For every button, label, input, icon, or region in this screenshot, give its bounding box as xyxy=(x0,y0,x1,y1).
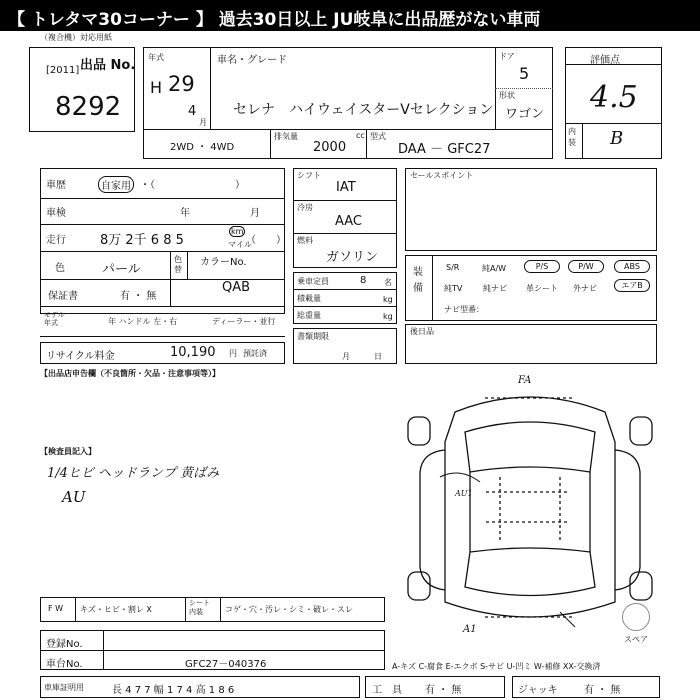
diagram-rear-mark: A1 xyxy=(463,624,477,635)
equip-leather: 革シート xyxy=(526,284,558,293)
model-value: DAA － GFC27 xyxy=(398,142,491,157)
equip-ext-navi: 外ナビ xyxy=(573,284,597,293)
ac-label: 冷房 xyxy=(297,203,313,212)
equip-pw: P/W xyxy=(568,260,604,273)
recycle-value: 10,190 xyxy=(170,345,216,360)
year-era: H xyxy=(150,78,163,97)
weight-unit: kg xyxy=(383,312,393,321)
model-change-label: モデル年式 xyxy=(44,311,65,327)
weight-label: 総重量 xyxy=(297,311,321,320)
color-no-label: カラーNo. xyxy=(200,257,247,268)
equip-sr: S/R xyxy=(446,263,460,272)
doc-period-month: 月 xyxy=(342,352,350,361)
inspector-note-line2: AU xyxy=(62,488,86,506)
diagram-front-mark: FA xyxy=(518,375,532,386)
fuel-value: ガソリン xyxy=(326,250,379,265)
year-label: 年式 xyxy=(148,53,164,62)
damage-code-legend: A-キズ C-腐食 E-エクボ S-サビ U-凹ミ W-補修 XX-交換済 xyxy=(392,662,601,671)
tools-value: 有 ・ 無 xyxy=(425,685,462,696)
shape-value: ワゴン xyxy=(505,107,545,122)
model-label: 型式 xyxy=(370,132,386,141)
color-value: パール xyxy=(102,262,141,277)
car-damage-diagram xyxy=(400,372,660,642)
tools-label: 工 具 xyxy=(372,685,402,696)
history-value: 自家用 xyxy=(98,176,134,193)
interior-label: 内装 xyxy=(568,127,576,147)
diagram-damage-mark: AU1 xyxy=(455,489,473,498)
dealer-label: ディーラー・並行 xyxy=(212,317,276,326)
equip-ps: P/S xyxy=(524,260,560,273)
recycle-note: 預託済 xyxy=(243,349,267,358)
sheet-note: （複合機）対応用紙 xyxy=(40,33,112,42)
seat-codes: コゲ・穴・汚レ・シミ・破レ・スレ xyxy=(225,605,353,614)
inspector-note-line1: 1/4ヒビ ヘッドランプ 黄ばみ xyxy=(47,466,220,481)
handle-label: 年 ハンドル 左・右 xyxy=(108,317,178,326)
score-value: 4.5 xyxy=(590,80,638,115)
lot-number: 8292 xyxy=(55,92,122,122)
capacity-unit: 名 xyxy=(384,278,392,287)
drive-value: 2WD ・ 4WD xyxy=(170,142,235,153)
inspection-year: 年 xyxy=(180,208,190,219)
displacement-unit: cc xyxy=(356,131,365,140)
equip-airbag: エアB xyxy=(614,279,650,292)
color-no-value: QAB xyxy=(222,280,251,295)
history-label: 車歴 xyxy=(46,180,66,191)
shift-value: IAT xyxy=(336,180,356,195)
mileage-paren: （ ） xyxy=(246,235,286,246)
certificate-label: 車庫証明用 xyxy=(44,683,84,692)
fw-label: F W xyxy=(48,604,64,613)
equip-tv: 純TV xyxy=(444,284,463,293)
cert-label: 登録No. xyxy=(46,639,83,650)
doors-value: 5 xyxy=(519,64,530,83)
capacity-value: 8 xyxy=(360,275,367,286)
after-date-box xyxy=(405,324,657,364)
score-label: 評価点 xyxy=(590,55,620,66)
recycle-label: リサイクル料金 xyxy=(46,351,115,362)
load-label: 積載量 xyxy=(297,294,321,303)
doc-period-label: 書類期限 xyxy=(297,332,329,341)
inspection-month: 月 xyxy=(250,208,260,219)
equipment-label: 装備 xyxy=(413,267,423,294)
mileage-unit-km: km xyxy=(231,227,244,236)
warranty-label: 保証書 xyxy=(48,291,78,302)
jack-label: ジャッキ xyxy=(518,685,558,696)
mileage-label: 走行 xyxy=(46,235,66,246)
equip-navi-model: ナビ型番： xyxy=(444,305,484,314)
lot-year-tag: [2011] xyxy=(46,65,80,76)
displacement-label: 排気量 xyxy=(274,132,298,141)
shape-label: 形状 xyxy=(499,91,515,100)
interior-value: B xyxy=(610,128,624,149)
sales-point-label: セールスポイント xyxy=(410,171,474,180)
warranty-value: 有 ・ 無 xyxy=(120,291,157,302)
inspection-label: 車検 xyxy=(46,208,66,219)
exhibitor-notes-label: 【出品店申告欄（不良箇所・欠品・注意事項等）】 xyxy=(40,369,220,378)
equip-aw: 純A/W xyxy=(482,264,507,273)
jack-value: 有 ・ 無 xyxy=(584,685,621,696)
mileage-unit-mile: マイル xyxy=(228,240,252,249)
doc-period-day: 日 xyxy=(374,352,382,361)
ac-value: AAC xyxy=(335,214,362,229)
fuel-label: 燃料 xyxy=(297,236,313,245)
mileage-value: 8万 2千 6 8 5 xyxy=(100,233,184,248)
color-label: 色 xyxy=(55,263,65,274)
doors-label: ドア xyxy=(499,52,515,61)
capacity-label: 乗車定員 xyxy=(297,277,329,286)
chassis-value: GFC27－040376 xyxy=(185,659,267,670)
year-value: 29 xyxy=(168,72,195,96)
equip-navi: 純ナビ xyxy=(483,284,507,293)
header-banner-text: 【 トレタマ30コーナー 】 過去30日以上 JU岐阜に出品歴がない車両 xyxy=(8,10,541,30)
lot-label: 出品 No. xyxy=(80,58,136,73)
shift-label: シフト xyxy=(297,171,321,180)
car-name: セレナ ハイウェイスターVセレクション xyxy=(233,102,494,118)
year-month: 4 xyxy=(188,104,197,119)
recycle-unit: 円 xyxy=(229,349,237,358)
load-unit: kg xyxy=(383,295,393,304)
spare-label: スペア xyxy=(624,635,648,644)
car-label: 車名・グレード xyxy=(217,55,287,66)
fw-codes: キズ・ヒビ・割レ X xyxy=(80,605,152,614)
seat-label: シート内装 xyxy=(189,599,210,616)
color-change-label: 色替 xyxy=(174,255,182,274)
inspector-notes-label: 【検査員記入】 xyxy=(40,447,96,456)
chassis-label: 車台No. xyxy=(46,659,83,670)
equip-abs: ABS xyxy=(614,260,650,273)
dims-value: 長 4 7 7 幅 1 7 4 高 1 8 6 xyxy=(112,685,235,696)
displacement-value: 2000 xyxy=(313,140,347,155)
spare-tire-icon xyxy=(622,603,650,631)
year-month-unit: 月 xyxy=(199,118,207,127)
history-rest: ・（ ） xyxy=(140,180,245,191)
after-date-label: 後日品 xyxy=(410,327,434,336)
